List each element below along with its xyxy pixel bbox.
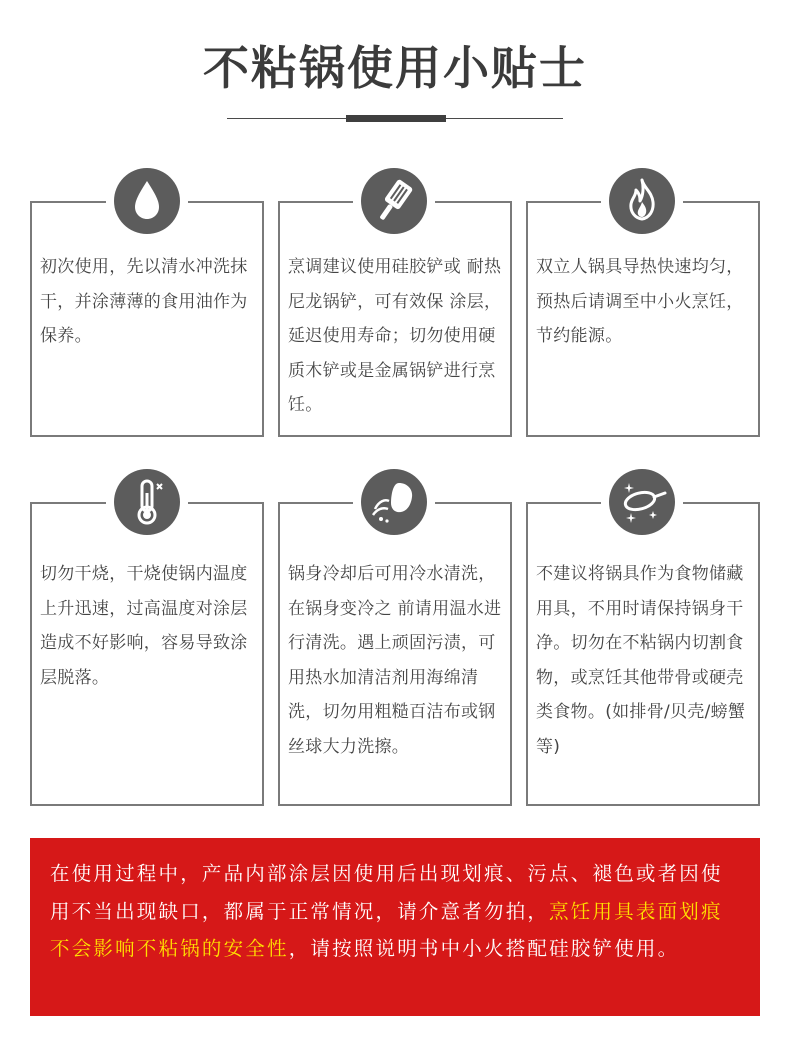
tip-card-heat — [526, 201, 760, 437]
tip-card-dry-heat — [30, 502, 264, 806]
tip-card-first-use — [30, 201, 264, 437]
notice-text — [50, 855, 740, 968]
flame-icon — [609, 168, 675, 234]
washing-sponge-icon — [361, 469, 427, 535]
tip-text: 锅身冷却后可用冷水清洗，在锅身变冷之 前请用温水进行清洗。遇上顽固污渍，可用热水加清洁剂用海绵清洗，切勿用粗糙百洁布或钢丝球大力洗擦。 — [288, 564, 502, 757]
tip-card-washing — [278, 502, 512, 806]
tip-card-storage — [526, 502, 760, 806]
notice-text-before: 在使用过程中，产品内部涂层因使用后出现划痕、污点、褪色或者因使用不当出现缺口，都属于正常情况，请介意者勿拍， — [50, 862, 723, 923]
notice-text-after: ，请按照说明书中小火搭配硅胶铲使用。 — [288, 937, 680, 960]
notice-highlight: 烹饪用具表面划痕不会影响不粘锅的安全性 — [50, 899, 723, 960]
title-divider-accent — [346, 115, 446, 122]
tip-icon-badge — [106, 168, 188, 234]
tip-icon-badge — [353, 469, 435, 535]
tip-text: 切勿干烧，干烧使锅内温度上升迅速，过高温度对涂层造成不好影响，容易导致涂层脱落。 — [40, 564, 248, 688]
tip-icon-badge — [106, 469, 188, 535]
tip-icon-badge — [601, 168, 683, 234]
tip-text: 烹调建议使用硅胶铲或 耐热尼龙锅铲，可有效保 涂层，延迟使用寿命；切勿使用硬质木铲或是金属锅铲进行烹饪。 — [288, 257, 502, 415]
page-title: 不粘锅使用小贴士 — [203, 41, 587, 95]
tip-text: 不建议将锅具作为食物储藏用具，不用时请保持锅身干净。切勿在不粘锅内切割食物，或烹饪其他带骨或硬壳类食物。(如排骨/贝壳/螃蟹等) — [536, 564, 746, 757]
water-drop-icon — [114, 168, 180, 234]
tip-icon-badge — [353, 168, 435, 234]
spatula-icon — [361, 168, 427, 234]
sparkling-pan-icon — [609, 469, 675, 535]
tip-text: 初次使用，先以清水冲洗抹干，并涂薄薄的食用油作为保养。 — [40, 257, 248, 346]
tip-card-spatula — [278, 201, 512, 437]
thermometer-icon — [114, 469, 180, 535]
tip-text: 双立人锅具导热快速均匀，预热后请调至中小火烹饪，节约能源。 — [536, 257, 744, 346]
notice-banner — [30, 838, 760, 1016]
tip-icon-badge — [601, 469, 683, 535]
